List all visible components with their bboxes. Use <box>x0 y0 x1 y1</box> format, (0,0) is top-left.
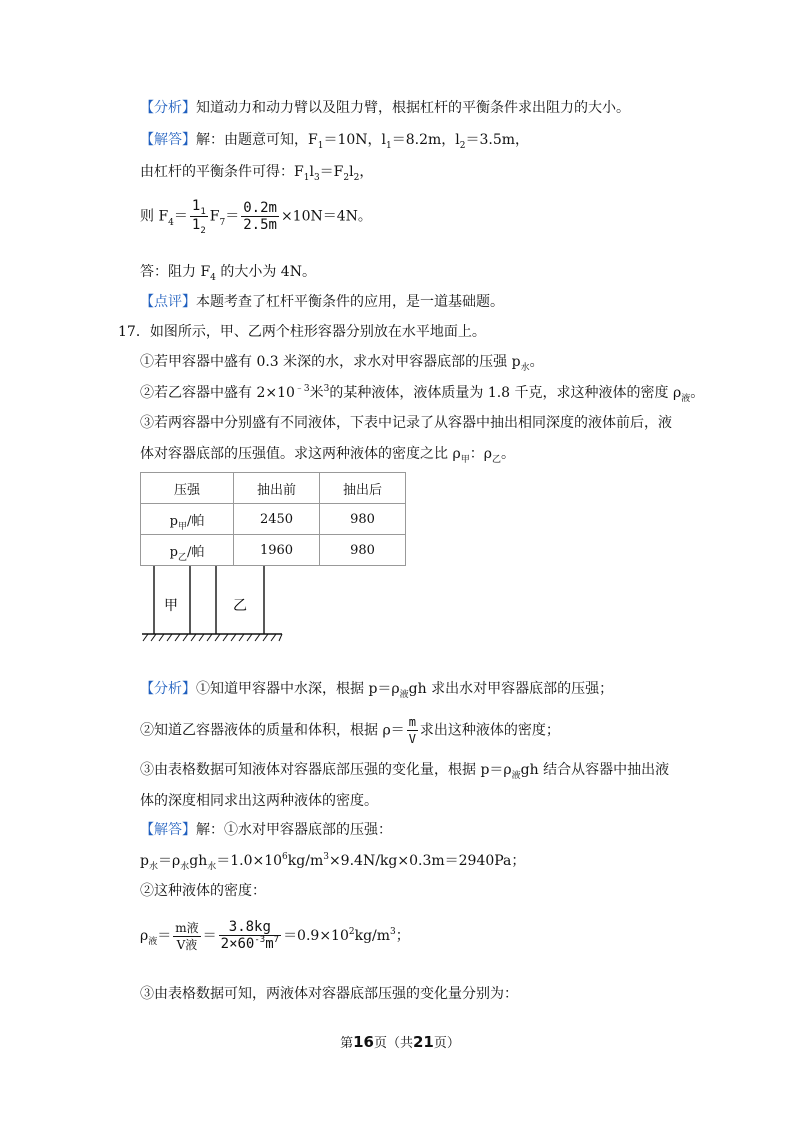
answer-text: ρ <box>140 928 149 944</box>
comment-paragraph <box>140 292 504 312</box>
analysis-text: 知道动力和动力臂以及阻力臂，根据杠杆的平衡条件求出阻力的大小。 <box>196 100 630 116</box>
fraction-denominator: V <box>408 732 416 746</box>
label-jia: 甲 <box>164 598 178 614</box>
subscript: 1 <box>200 207 206 217</box>
balance-text: l <box>349 164 354 180</box>
denominator-text: m <box>265 935 274 952</box>
subscript: 水 <box>207 862 217 872</box>
footer-text: 第 <box>340 1036 354 1051</box>
subscript: 2 <box>459 141 466 151</box>
question-title: 17．如图所示，甲、乙两个柱形容器分别放在水平地面上。 <box>118 324 486 340</box>
subscript: 3 <box>313 173 320 183</box>
fraction-denominator <box>219 936 281 954</box>
label-text: /帕 <box>186 513 205 529</box>
label-text: /帕 <box>186 544 205 560</box>
reply-text: 的大小为 4N。 <box>215 264 316 280</box>
table-cell-label <box>141 535 234 566</box>
answer2-line-5: ③由表格数据可知，两液体对容器底部压强的变化量分别为： <box>140 986 518 1002</box>
question-part-3: ③若两容器中分别盛有不同液体，下表中记录了从容器中抽出相同深度的液体前后，液 <box>140 415 672 431</box>
subscript: 液 <box>681 394 691 404</box>
question-text: 。 <box>690 385 705 401</box>
question-text: 的某种液体，液体质量为 1.8 千克，求这种液体的密度 ρ <box>329 385 682 401</box>
footer-text: 页（共 <box>373 1036 413 1051</box>
subscript: 2 <box>200 226 206 236</box>
analysis-text: ②知道乙容器液体的质量和体积，根据 ρ＝ <box>140 722 405 739</box>
question-part-3-cont <box>140 444 515 466</box>
answer2-line-3: ②这种液体的密度： <box>140 883 266 899</box>
formula-text: F <box>209 208 220 225</box>
subscript: 甲 <box>177 521 187 532</box>
subscript: 4 <box>168 217 174 228</box>
subscript: 1 <box>317 141 324 151</box>
answer-intro: 解：由题意可知，F <box>196 132 318 148</box>
analysis-tag: 【分析】 <box>140 681 196 697</box>
superscript: 3 <box>323 384 330 394</box>
analysis-text: gh 求出水对甲容器底部的压强； <box>408 681 614 697</box>
answer-text: ＝10N，l <box>323 132 386 148</box>
subscript: 7 <box>219 217 226 228</box>
question-part-1 <box>140 352 544 374</box>
fraction-numerator: 3.8kg <box>219 919 281 936</box>
superscript: ﹣3 <box>294 384 310 394</box>
fraction <box>407 714 418 747</box>
question-text: 。 <box>529 354 544 370</box>
answer-text: gh <box>189 853 208 869</box>
reply-text: 答：阻力 F <box>140 264 211 280</box>
answer2-line-1 <box>140 820 392 840</box>
superscript: 3 <box>323 852 329 862</box>
subscript: 液 <box>148 937 158 947</box>
question-text: ：ρ <box>469 446 492 462</box>
analysis2-line-4: 体的深度相同求出这两种液体的密度。 <box>140 793 378 809</box>
answer-text: ＝ <box>202 928 217 944</box>
subscript: 2 <box>343 173 350 183</box>
analysis2-line-1 <box>140 679 613 701</box>
analysis-text: ①知道甲容器中水深，根据 p＝ρ <box>196 681 400 697</box>
superscript: 7 <box>273 934 280 945</box>
subscript: 1 <box>303 173 310 183</box>
answer-text: ×9.4N/kg×0.3m＝2940Pa； <box>328 853 526 869</box>
fraction-numerator: 1 <box>191 198 201 214</box>
page-number: 16 <box>353 1033 374 1051</box>
answer-tag: 【解答】 <box>140 822 196 838</box>
analysis-tag: 【分析】 <box>140 100 196 116</box>
subscript: 1 <box>386 141 392 151</box>
answer-text: 解：①水对甲容器底部的压强： <box>196 822 392 838</box>
question-text: ②若乙容器中盛有 2×10 <box>140 385 295 401</box>
balance-line <box>140 162 373 184</box>
answer-text: kg/m <box>287 853 324 869</box>
question-text: 。 <box>500 446 515 462</box>
question-text: 体对容器底部的压强值。求这两种液体的密度之比 ρ <box>140 446 461 462</box>
table-cell: 980 <box>320 504 406 535</box>
label-text: p <box>169 544 178 560</box>
analysis2-line-2 <box>140 714 560 747</box>
superscript: -3 <box>254 934 266 945</box>
pressure-table <box>140 472 406 566</box>
question-text: ①若甲容器中盛有 0.3 米深的水，求水对甲容器底部的压强 p <box>140 354 521 370</box>
subscript: 水 <box>520 363 530 373</box>
subscript: 水 <box>148 862 158 872</box>
fraction-numerator: m <box>408 715 416 729</box>
balance-text: l <box>309 164 314 180</box>
fraction-numerator: 0.2m <box>243 200 277 216</box>
formula-text: ＝ <box>173 208 188 225</box>
table-row <box>141 504 406 535</box>
question-text: 米 <box>309 385 324 401</box>
answer-tag: 【解答】 <box>140 132 196 148</box>
balance-text: ＝F <box>319 164 344 180</box>
formula-text: ＝ <box>225 208 240 225</box>
total-pages: 21 <box>413 1033 434 1051</box>
table-cell: 1960 <box>234 535 320 566</box>
answer-text: ； <box>395 928 410 944</box>
table-row <box>141 535 406 566</box>
balance-text: 由杠杆的平衡条件可得：F <box>140 164 304 180</box>
comment-tag: 【点评】 <box>140 294 196 310</box>
containers-figure <box>140 566 285 642</box>
answer-paragraph <box>140 130 529 152</box>
question-part-2 <box>140 383 704 405</box>
footer-text: 页） <box>433 1036 460 1051</box>
fraction <box>173 920 200 953</box>
subscript: 乙 <box>491 455 501 465</box>
subscript: 2 <box>353 173 360 183</box>
answer2-line-2 <box>140 851 525 873</box>
formula-text: 则 F <box>140 208 169 225</box>
table-header: 抽出前 <box>234 473 320 504</box>
label-text: p <box>169 513 178 529</box>
table-cell-label <box>141 504 234 535</box>
analysis-text: ③由表格数据可知液体对容器底部压强的变化量，根据 p＝ρ <box>140 762 512 778</box>
analysis2-line-3 <box>140 760 669 782</box>
subscript: 甲 <box>460 455 470 465</box>
fraction-denominator: 1 <box>191 217 201 233</box>
fraction <box>241 200 279 233</box>
formula-line <box>140 198 372 235</box>
answer-text: ＝ρ <box>157 853 181 869</box>
answer-text: p <box>140 853 149 869</box>
answer-text: ＝1.0×10 <box>216 853 283 869</box>
fraction-numerator: m液 <box>175 920 199 935</box>
table-cell: 980 <box>320 535 406 566</box>
subscript: 4 <box>210 273 216 283</box>
answer-text: kg/m <box>354 928 391 944</box>
analysis-paragraph <box>140 98 630 118</box>
analysis-text: 求出这种液体的密度； <box>419 722 560 739</box>
table-cell: 2450 <box>234 504 320 535</box>
superscript: 2 <box>348 927 355 937</box>
superscript: 3 <box>390 927 396 937</box>
subscript: 水 <box>180 862 190 872</box>
table-header-row <box>141 473 406 504</box>
analysis-text: gh 结合从容器中抽出液 <box>520 762 670 778</box>
answer-text: ＝8.2m，l <box>391 132 460 148</box>
fraction-denominator: V液 <box>176 937 198 952</box>
subscript: 液 <box>399 690 409 700</box>
denominator-text: 2×60 <box>220 935 255 952</box>
answer2-density-formula <box>140 918 410 956</box>
answer-text: ＝3.5m， <box>465 132 530 148</box>
page-footer <box>0 1032 800 1051</box>
subscript: 乙 <box>177 552 187 563</box>
subscript: 液 <box>511 771 521 781</box>
comment-text: 本题考查了杠杆平衡条件的应用，是一道基础题。 <box>196 294 504 310</box>
fraction <box>190 198 208 235</box>
table-header: 抽出后 <box>320 473 406 504</box>
table-header: 压强 <box>141 473 234 504</box>
fraction-denominator: 2.5m <box>243 217 277 233</box>
answer-text: ＝0.9×10 <box>283 928 349 944</box>
answer-text: ＝ <box>157 928 172 944</box>
label-yi: 乙 <box>233 598 247 614</box>
ground-hatching <box>143 634 282 641</box>
reply-line <box>140 262 316 284</box>
superscript: 6 <box>282 852 288 862</box>
fraction <box>219 919 281 954</box>
balance-text: ， <box>359 164 374 180</box>
formula-text: ×10N＝4N。 <box>280 208 372 225</box>
